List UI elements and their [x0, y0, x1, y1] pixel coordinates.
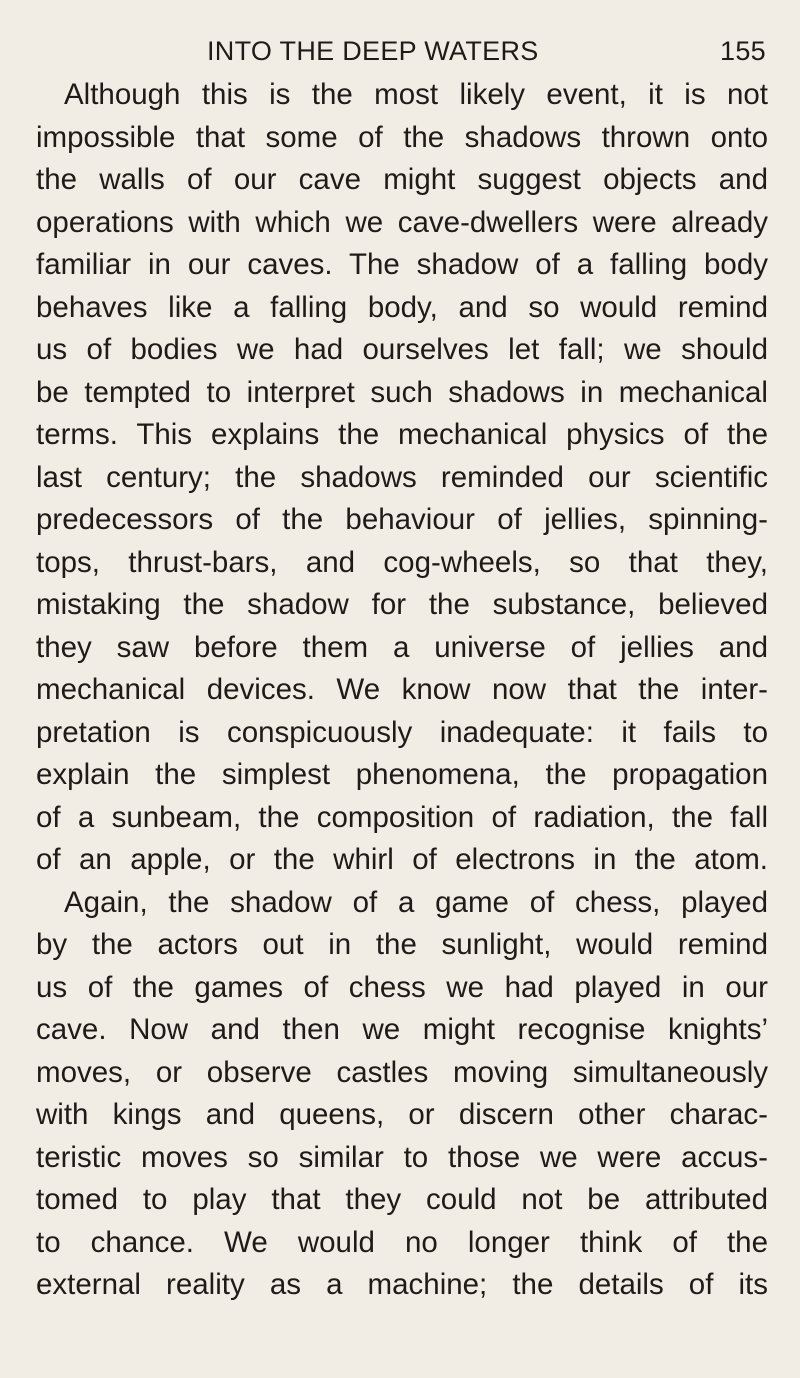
text-line: mechanical devices. We know now that the inter- — [36, 673, 768, 706]
page-number: 155 — [720, 36, 766, 66]
text-line: impossible that some of the shadows thrown onto — [36, 120, 768, 154]
text-line: the walls of our cave might suggest objects and — [36, 163, 768, 196]
text-line: to chance. We would no longer think of the — [36, 1225, 768, 1259]
text-line: behaves like a falling body, and so would remind — [36, 290, 768, 324]
text-line: teristic moves so similar to those we were accus- — [36, 1140, 768, 1174]
text-line: by the actors out in the sunlight, would remind — [36, 928, 768, 961]
text-line: us of bodies we had ourselves let fall; we should — [36, 333, 768, 366]
text-line: pretation is conspicuously inadequate: it fails to — [36, 715, 768, 749]
text-line: explain the simplest phenomena, the propagation — [36, 758, 768, 791]
text-line: mistaking the shadow for the substance, believed — [36, 588, 768, 621]
text-line: cave. Now and then we might recognise knights’ — [36, 1013, 768, 1046]
text-line: of a sunbeam, the composition of radiation, the fall — [36, 800, 768, 834]
text-line: with kings and queens, or discern other charac- — [36, 1098, 768, 1131]
text-line: tops, thrust-bars, and cog-wheels, so that they, — [36, 545, 768, 579]
text-line: moves, or observe castles moving simultaneously — [36, 1055, 768, 1089]
text-line: tomed to play that they could not be attributed — [36, 1183, 768, 1216]
text-line: predecessors of the behaviour of jellies, spinning- — [36, 503, 768, 536]
text-line: us of the games of chess we had played in our — [36, 970, 768, 1004]
text-line: be tempted to interpret such shadows in mechanical — [36, 375, 768, 409]
text-line: operations with which we cave-dwellers were already — [36, 205, 768, 239]
running-title: INTO THE DEEP WATERS — [207, 36, 539, 66]
text-line: they saw before them a universe of jellies and — [36, 630, 768, 664]
text-line: Although this is the most likely event, it is not — [64, 78, 768, 111]
text-line: Again, the shadow of a game of chess, played — [64, 885, 768, 919]
text-line: last century; the shadows reminded our scientific — [36, 460, 768, 494]
text-line: terms. This explains the mechanical physics of the — [36, 418, 768, 451]
text-line: familiar in our caves. The shadow of a falling body — [36, 248, 768, 281]
running-head — [36, 28, 768, 68]
text-line: external reality as a machine; the details of its — [36, 1268, 768, 1301]
body-text — [36, 74, 768, 1307]
text-line: of an apple, or the whirl of electrons in the atom. — [36, 843, 768, 876]
